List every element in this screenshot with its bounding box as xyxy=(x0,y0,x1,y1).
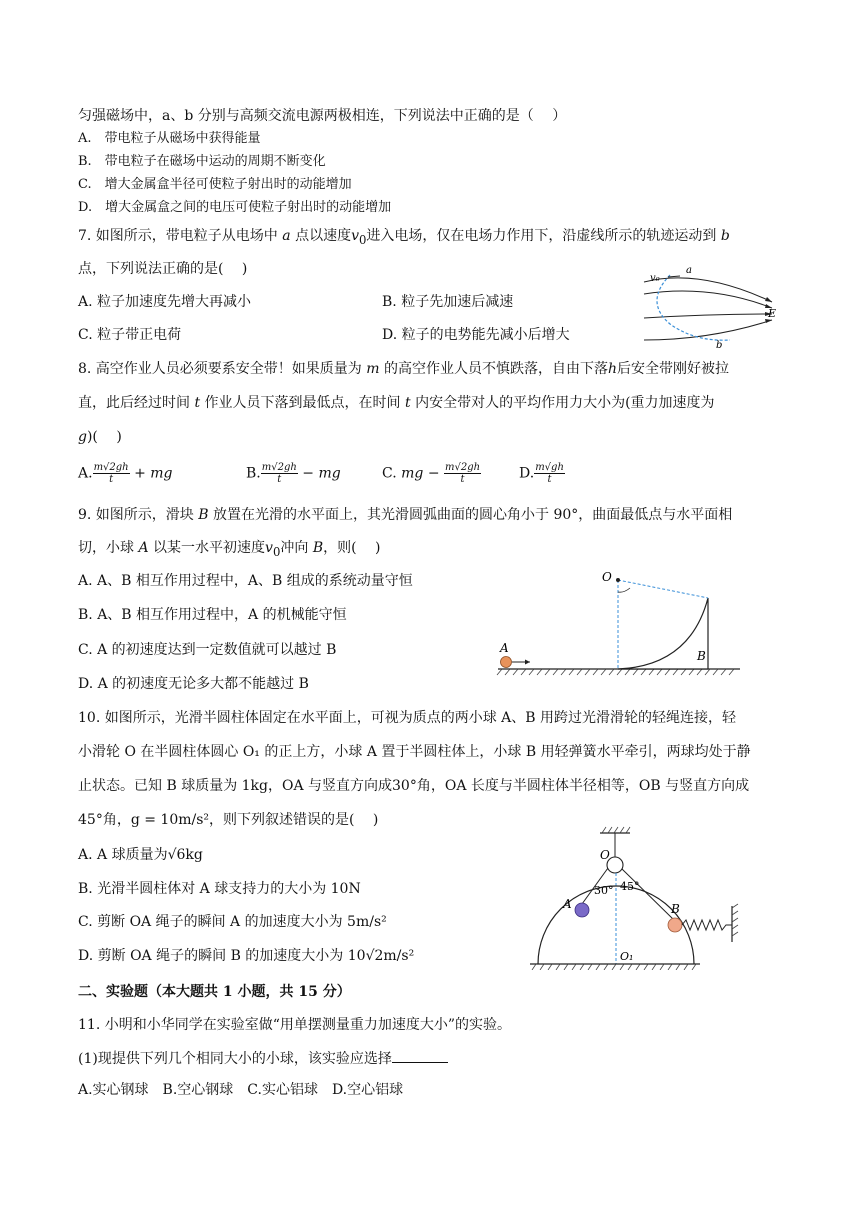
q9-fig-label-o: O xyxy=(602,570,612,584)
q10-fig-label-30deg: 30° xyxy=(594,884,614,897)
q6-option-b: B. 带电粒子在磁场中运动的周期不断变化 xyxy=(78,154,326,169)
q8-stem-line2: 直，此后经过时间 t 作业人员下落到最低点，在时间 t 内安全带对人的平均作用力大小为(重力加速度为 xyxy=(78,395,715,411)
q7-fig-label-a: a xyxy=(686,265,692,276)
q7-fig-label-v0: v₀ xyxy=(650,273,660,284)
q10-stem-line1: 10. 如图所示，光滑半圆柱体固定在水平面上，可视为质点的两小球 A、B 用跨过光滑滑轮的轻绳连接，轻 xyxy=(78,710,737,726)
section-2-heading: 二、实验题（本大题共 1 小题，共 15 分） xyxy=(78,984,351,1000)
q10-fig-label-45deg: 45° xyxy=(620,880,640,893)
q9-stem-line1: 9. 如图所示，滑块 B 放置在光滑的水平面上，其光滑圆弧曲面的圆心角小于 90°，曲面最低点与水平面相 xyxy=(78,507,733,523)
q10-semicylinder-figure xyxy=(530,824,745,970)
q7-electric-field-figure xyxy=(640,262,780,350)
q8-option-c: C. mg − $\frac{m√2gh}{t}$ xyxy=(382,462,481,485)
q8-stem-line1: 8. 高空作业人员必须要系安全带！如果质量为 m 的高空作业人员不慎跌落，自由下落h后安全带刚好被拉 xyxy=(78,361,730,377)
q10-stem-line4: 45°角，g = 10m/s²，则下列叙述错误的是( ) xyxy=(78,812,379,828)
q10-option-c: C. 剪断 OA 绳子的瞬间 A 的加速度大小为 5m/s² xyxy=(78,914,387,930)
q7-option-d: D. 粒子的电势能先减小后增大 xyxy=(382,327,570,343)
q11-choices: A.实心钢球 B.空心钢球 C.实心铝球 D.空心铝球 xyxy=(78,1082,404,1098)
q9-option-c: C. A 的初速度达到一定数值就可以越过 B xyxy=(78,642,337,658)
q11-stem: 11. 小明和小华同学在实验室做“用单摆测量重力加速度大小”的实验。 xyxy=(78,1017,512,1033)
q10-option-b: B. 光滑半圆柱体对 A 球支持力的大小为 10N xyxy=(78,881,361,897)
q9-slider-figure xyxy=(494,566,744,680)
q10-fig-label-o: O xyxy=(600,848,610,862)
q7-stem-line2: 点，下列说法正确的是( ) xyxy=(78,261,248,277)
q8-option-d: D. $\frac{m√gh}{t}$ xyxy=(519,462,564,485)
q7-option-a: A. 粒子加速度先增大再减小 xyxy=(78,294,252,310)
q10-fig-label-o1: O₁ xyxy=(620,950,634,963)
q7-option-c: C. 粒子带正电荷 xyxy=(78,327,182,343)
q7-stem-line1: 7. 如图所示，带电粒子从电场中 a 点以速度$v_0$进入电场，仅在电场力作用下，沿虚线所示的轨迹运动到 b xyxy=(78,228,730,247)
q6-stem: 匀强磁场中，a、b 分别与高频交流电源两极相连，下列说法中正确的是（ ） xyxy=(78,108,567,124)
q7-option-b: B. 粒子先加速后减速 xyxy=(382,294,514,310)
q9-fig-label-a: A xyxy=(500,641,509,655)
q7-fig-label-e: E xyxy=(768,307,777,320)
q9-stem-line2: 切，小球 A 以某一水平初速度$v_0$冲向 B，则( ) xyxy=(78,540,381,559)
q10-fig-label-a: A xyxy=(563,897,572,911)
q10-stem-line3: 止状态。已知 B 球质量为 1kg，OA 与竖直方向成30°角，OA 长度与半圆柱体半径相等，OB 与竖直方向成 xyxy=(78,778,750,794)
q9-fig-label-b: B xyxy=(697,649,706,663)
q6-option-a: A. 带电粒子从磁场中获得能量 xyxy=(78,131,261,146)
q6-option-d: D. 增大金属盒之间的电压可使粒子射出时的动能增加 xyxy=(78,200,392,215)
q9-option-d: D. A 的初速度无论多大都不能越过 B xyxy=(78,676,309,692)
q10-stem-line2: 小滑轮 O 在半圆柱体圆心 O₁ 的正上方，小球 A 置于半圆柱体上，小球 B 用轻弹簧水平牵引，两球均处于静 xyxy=(78,744,751,760)
q8-option-a: A. $\frac{m√2gh}{t}$ + mg xyxy=(78,462,173,485)
q9-option-b: B. A、B 相互作用过程中，A 的机械能守恒 xyxy=(78,607,347,623)
q10-fig-label-b: B xyxy=(671,902,680,916)
q8-option-b: B. $\frac{m√2gh}{t}$ − mg xyxy=(246,462,341,485)
q7-fig-label-b: b xyxy=(716,340,723,350)
q11-sub1: (1)现提供下列几个相同大小的小球，该实验应选择 xyxy=(78,1048,448,1069)
q8-stem-line3: g)( ) xyxy=(78,429,122,445)
q9-option-a: A. A、B 相互作用过程中，A、B 组成的系统动量守恒 xyxy=(78,573,413,589)
q10-option-a: A. A 球质量为√6kg xyxy=(78,847,203,863)
q11-answer-blank[interactable] xyxy=(392,1048,448,1063)
q10-option-d: D. 剪断 OA 绳子的瞬间 B 的加速度大小为 10√2m/s² xyxy=(78,948,415,964)
q6-option-c: C. 增大金属盒半径可使粒子射出时的动能增加 xyxy=(78,177,352,192)
